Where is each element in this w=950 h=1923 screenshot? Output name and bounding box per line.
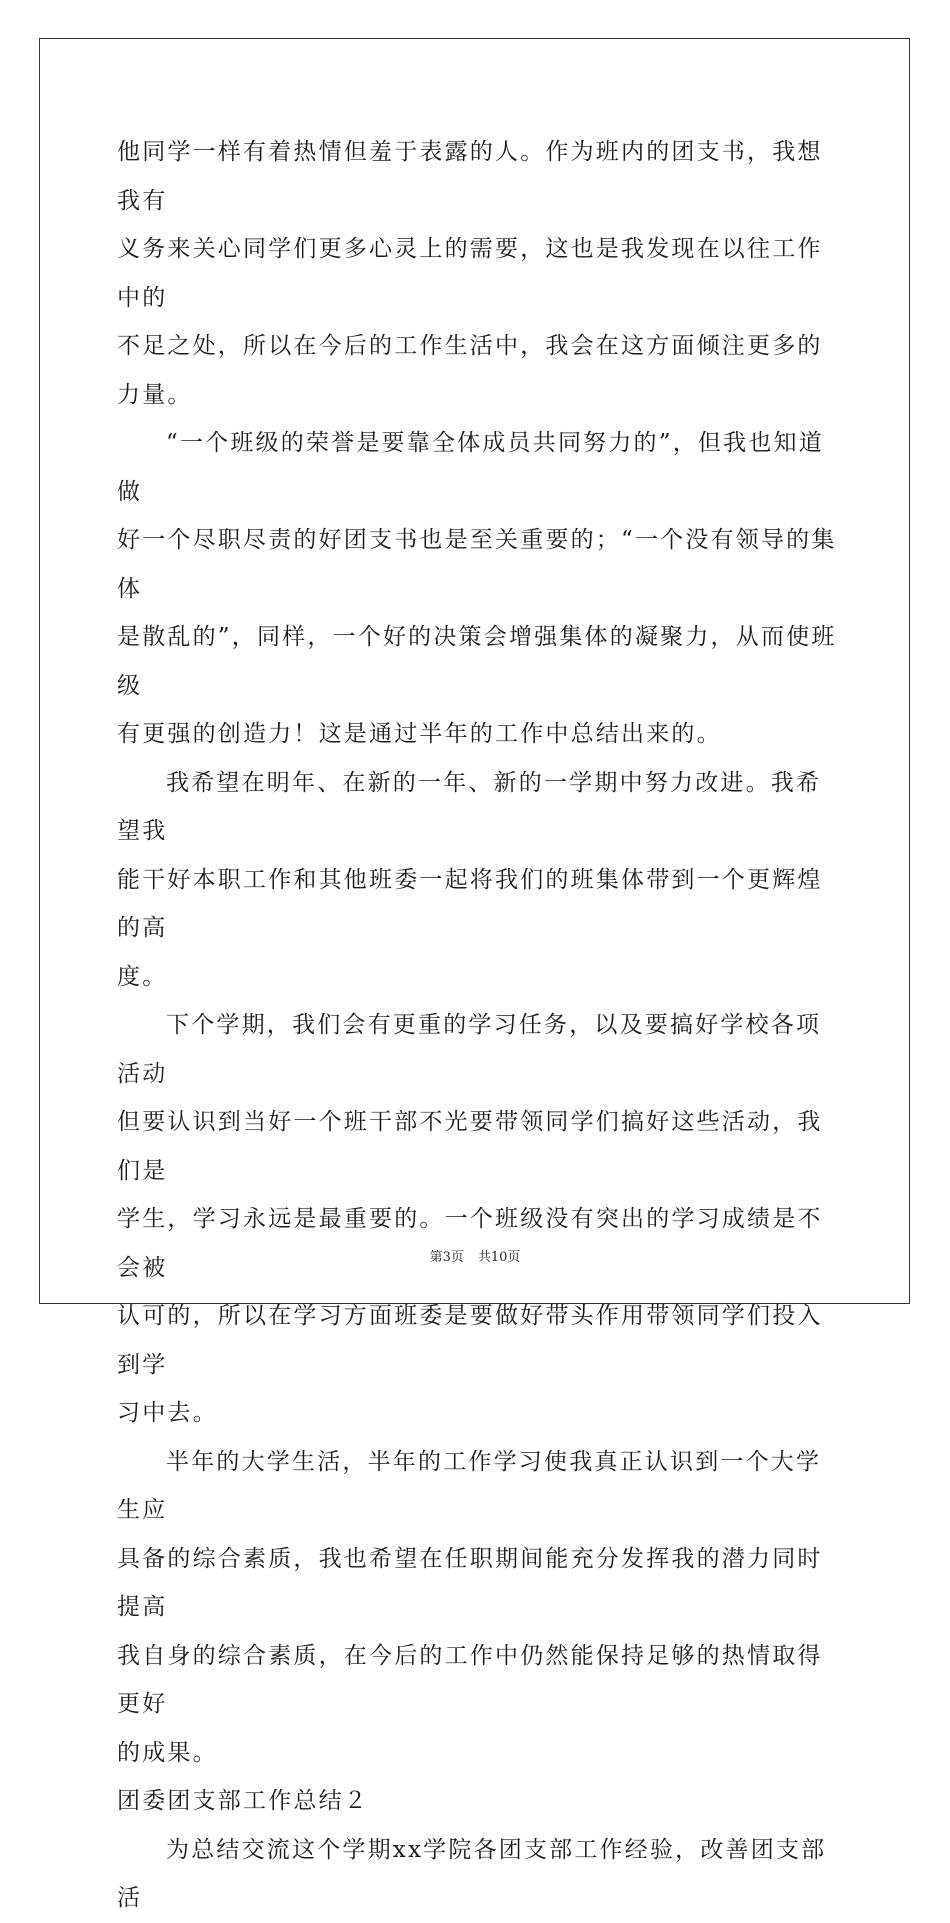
text-line: 下个学期，我们会有更重的学习任务，以及要搞好学校各项活动 [117, 1012, 822, 1087]
text-line: 为总结交流这个学期xx学院各团支部工作经验，改善团支部活 [117, 1836, 827, 1911]
text-line: 但要认识到当好一个班干部不光要带领同学们搞好这些活动，我们是 [117, 1109, 823, 1184]
text-line: “一个班级的荣誉是要靠全体成员共同努力的”，但我也知道做 [117, 430, 824, 505]
section-title: 团委团支部工作总结２ [117, 1788, 369, 1814]
paragraph-4 [117, 1001, 837, 1438]
text-line: 他同学一样有着热情但羞于表露的人。作为班内的团支书，我想我有 [117, 139, 823, 214]
text-line: 不足之处，所以在今后的工作生活中，我会在这方面倾注更多的力量。 [117, 333, 823, 408]
text-line: 认可的，所以在学习方面班委是要做好带头作用带领同学们投入到学 [117, 1303, 823, 1378]
page-footer [0, 1246, 950, 1265]
text-line: 有更强的创造力！这是通过半年的工作中总结出来的。 [117, 721, 722, 747]
text-line: 能干好本职工作和其他班委一起将我们的班集体带到一个更辉煌的高 [117, 866, 823, 941]
paragraph-3 [117, 759, 837, 1002]
text-line: 的成果。 [117, 1739, 218, 1766]
text-line: 学生，学习永远是最重要的。一个班级没有突出的学习成绩是不会被 [117, 1206, 823, 1281]
text-line: 我希望在明年、在新的一年、新的一学期中努力改进。我希望我 [117, 769, 822, 844]
text-line: 是散乱的”，同样，一个好的决策会增强集体的凝聚力，从而使班级 [117, 624, 837, 699]
paragraph-5 [117, 1438, 837, 1778]
paragraph-2 [117, 419, 837, 759]
text-line: 具备的综合素质，我也希望在任职期间能充分发挥我的潜力同时提高 [117, 1545, 823, 1620]
page-number: 第3页 [429, 1250, 464, 1265]
page-total: 共10页 [477, 1250, 521, 1265]
text-line: 我自身的综合素质，在今后的工作中仍然能保持足够的热情取得更好 [117, 1642, 823, 1717]
text-line: 习中去。 [117, 1400, 218, 1426]
text-line: 度。 [117, 963, 168, 990]
text-line: 义务来关心同学们更多心灵上的需要，这也是我发现在以往工作中的 [117, 236, 823, 311]
paragraph-6 [117, 1826, 837, 1923]
document-body [117, 128, 837, 1923]
section-heading [117, 1777, 837, 1826]
paragraph-1 [117, 128, 837, 419]
text-line: 好一个尽职尽责的好团支书也是至关重要的；“一个没有领导的集体 [117, 527, 837, 602]
text-line: 半年的大学生活，半年的工作学习使我真正认识到一个大学生应 [117, 1448, 822, 1523]
